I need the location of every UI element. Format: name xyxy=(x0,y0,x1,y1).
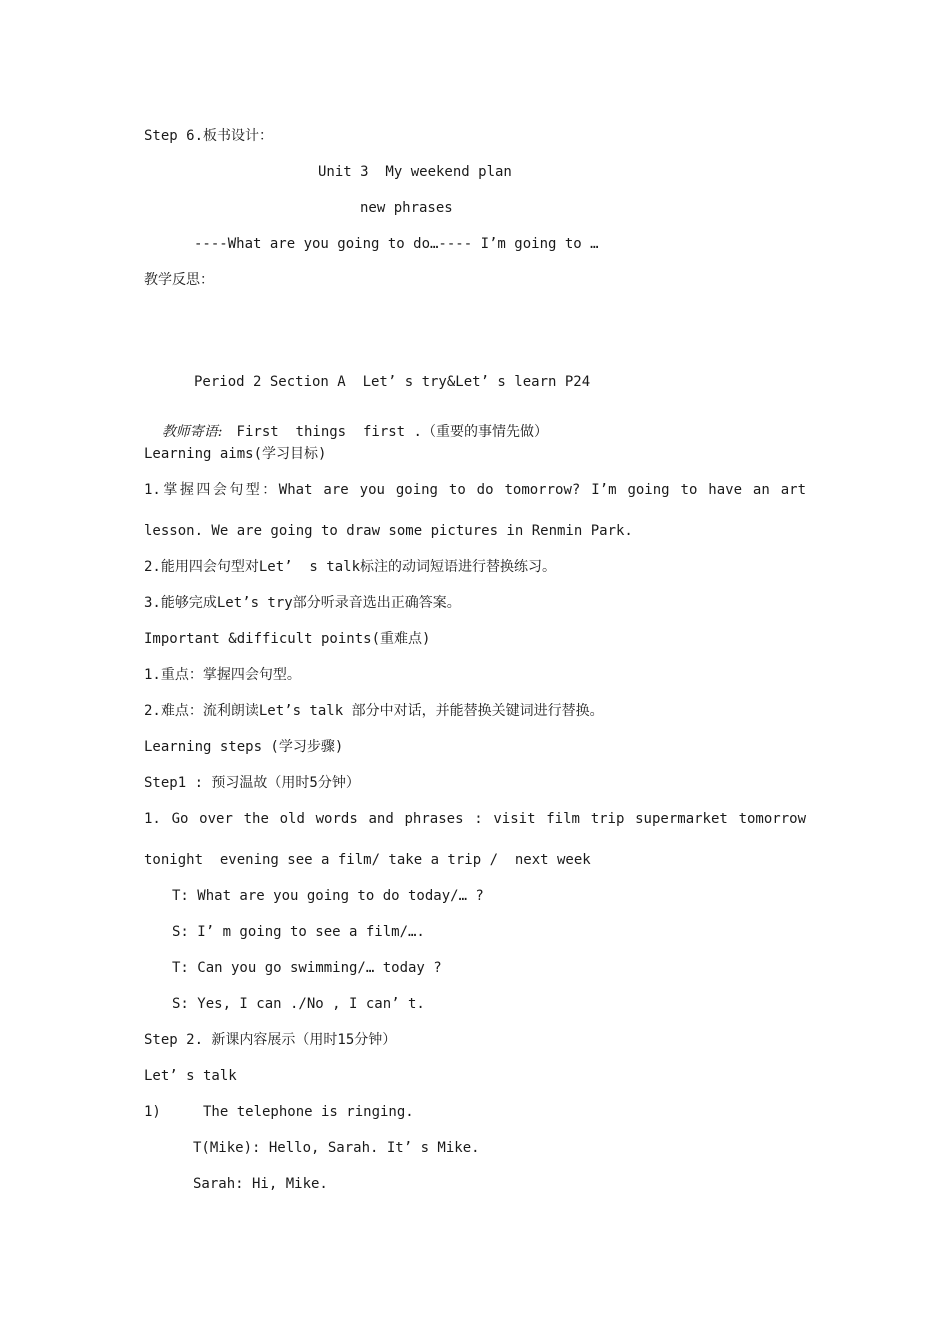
key-points-heading: Important &difficult points(重难点) xyxy=(144,631,431,647)
period-title: Period 2 Section A Let’ s try&Let’ s learn P24 xyxy=(194,374,591,390)
learning-steps-heading: Learning steps (学习步骤) xyxy=(144,739,344,755)
teacher-motto-text: First things first .（重要的事情先做） xyxy=(236,424,548,440)
lets-talk-heading: Let’ s talk xyxy=(144,1068,237,1084)
key-point-1: 1.重点：掌握四会句型。 xyxy=(144,667,301,683)
teaching-reflection-label: 教学反思： xyxy=(144,272,214,288)
learning-aims-heading: Learning aims(学习目标) xyxy=(144,446,327,462)
step-1-item-line-1: 1. Go over the old words and phrases : visit film trip supermarket tomorrow xyxy=(144,811,806,827)
step6-heading: Step 6.板书设计： xyxy=(144,128,274,144)
talk-dialog-line: T(Mike): Hello, Sarah. It’ s Mike. xyxy=(193,1140,480,1156)
board-new-phrases: new phrases xyxy=(360,200,453,216)
key-point-2: 2.难点：流利朗读Let’s talk 部分中对话，并能替换关键词进行替换。 xyxy=(144,703,604,719)
step-1-title: Step1 : 预习温故（用时5分钟） xyxy=(144,775,360,791)
aim-1-line-1: 1.掌握四会句型：What are you going to do tomorrow? I’m going to have an art xyxy=(144,482,806,498)
aim-1-line-2: lesson. We are going to draw some pictures in Renmin Park. xyxy=(144,523,633,539)
dialog-line: T: Can you go swimming/… today ? xyxy=(172,960,442,976)
talk-dialog-line: Sarah: Hi, Mike. xyxy=(193,1176,328,1192)
talk-item-1: 1) The telephone is ringing. xyxy=(144,1104,414,1120)
step-2-title: Step 2. 新课内容展示（用时15分钟） xyxy=(144,1032,397,1048)
dialog-line: T: What are you going to do today/… ? xyxy=(172,888,484,904)
dialog-line: S: Yes, I can ./No , I can’ t. xyxy=(172,996,425,1012)
aim-2: 2.能用四会句型对Let’ s talk标注的动词短语进行替换练习。 xyxy=(144,559,557,575)
board-unit-title: Unit 3 My weekend plan xyxy=(318,164,512,180)
step-1-item-line-2: tonight evening see a film/ take a trip / next week xyxy=(144,852,591,868)
board-sentence-pattern: ----What are you going to do…---- I’m going to … xyxy=(194,236,599,252)
aim-3: 3.能够完成Let’s try部分听录音选出正确答案。 xyxy=(144,595,461,611)
teacher-motto-label: 教师寄语: xyxy=(161,424,223,440)
dialog-line: S: I’ m going to see a film/…. xyxy=(172,924,425,940)
